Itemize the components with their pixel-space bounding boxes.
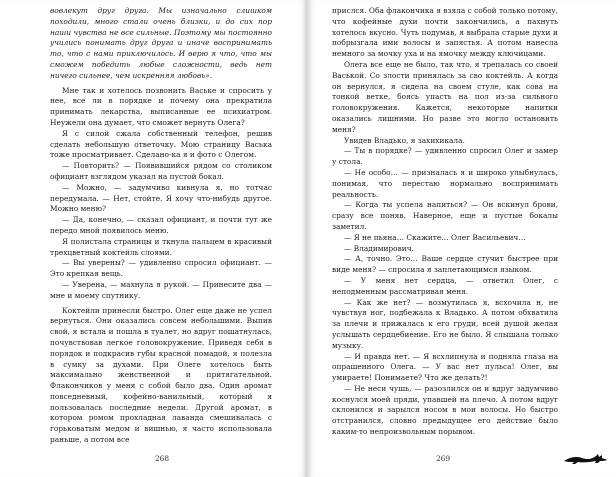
paragraph: — Можно, — задумчиво кивнула я, но тотчас передумала. — Нет, стойте. Я хочу что-нибудь другое. Можно меню? [50, 182, 272, 214]
right-page-text [332, 6, 558, 438]
paragraph: — Как же нет? — возмутилась я, всхочила н, не чувствуя ног, подбежала к Владько. А потом обхватила за плечи и прижалась к его груди, всей душой желая услышать сердцебиение. Его не было. Я слышала только музыку. [332, 297, 558, 350]
paragraph: Олега все еще не было, так что, я трепалась со своей Васькой. Со злости принялась за сво коктейль. А когда он вернулся, я сидела на своем стуле, как сова на тонкой ветке, боясь упасть на пол из-за сильного головокружения. Кажется, некоторые напитки оказались лишними. Но разве это могло остановить меня? [332, 59, 558, 134]
paragraph: Увидев Владько, я захихикала. [344, 135, 465, 145]
paragraph: — Уверена, — махнула я рукой. — Принесите два — мне и моему спутнику. [50, 279, 272, 300]
paragraph: — Не особо… — призналась я и широко улыбнулась, понимая, что перестаю нормально воспринимать реальность. [332, 167, 558, 199]
left-page-number: 268 [154, 454, 170, 463]
left-page [0, 0, 306, 477]
paragraph: — Я не пьяна… Скажите… Олег Васильевич… [344, 232, 526, 242]
black-cat-icon [562, 451, 608, 465]
left-page-text [50, 6, 272, 446]
paragraph: — И правда нет. — Я всхлипнула и подняла глаза на опрашенного Олега. — У вас нет пульса! Олег, вы умираете! Понимаете? Что же делать?! [332, 351, 558, 383]
paragraph: Коктейли принесли быстро. Олег еще даже не успел вернуться. Они оказались совсем небольшими. Выпив свой, я встала и пошла в туалет, но вдруг пошатнулась, почувствовав легкое головокружение. Приведя себя в порядок и подкрасив губы красной помадой, я полезла в сумку за духами. При Олеге хотелось быть максимально женственной и притягательной. Флакончиков у меня с собой было два. Один аромат повседневный, кофейно-ванильный, который я пользовалась последние недели. Другой аромат, в котором ромом прохладная лаванда смешивалась с горьковатым медом и вишнью, я часто использовала раньше, а потом все [50, 305, 272, 445]
paragraph: Я полистала страницы и ткнула пальцем в красивый трехцветный коктейль слоями. [50, 236, 272, 257]
paragraph: Я с силой сжала собственный телефон, решив сделать небольшую ответочку. Мою страницу Васька тоже просматривает. Сделано-ка я и фото с Олегом. [50, 128, 272, 160]
paragraph: — Когда ты успела напиться? — Он вскинул брови, сразу все поняв. Наверное, еще и пустые бокалы заметил. [332, 200, 558, 231]
right-page-number: 269 [435, 454, 451, 463]
paragraph: — Не неси чушь, — разозлился он и вдруг задумчиво коснулся моей пряди, упавшей на плечо. А потом вдруг склонился и зарылся носом в мои волосы. Но быстро отстранился, словно предыдущее его действие было каким-то непроизвольным порывом. [332, 383, 558, 437]
paragraph: прислся. Оба флакончика я взяла с собой только потому, что кофейные духи почти закончились, а пахнуть хотелось вкусно. Чуть подумав, я выбрала старые духи и побрызгала ими волосы и запястья. А потом нанесла немного за мочку уха и на ямочку между ключицами. [332, 6, 558, 59]
right-page [308, 0, 616, 477]
paragraph: — Вы уверены? — удивленно спросил официант. — Это крепкая вещь. [50, 258, 272, 279]
paragraph: — Повторить? — Появившийся рядом со столиком официант взглядом указал на пустой бокал. [50, 161, 272, 181]
paragraph: — Ты в порядке? — удивленно спросил Олег и замер у стола. [332, 146, 558, 167]
paragraph: вовлекут друг друга. Мы изначально слишком походили, много стали очень близки, и до сих пор наши чувства не все сильные. Поэтому мы постоянно учились понимать друг друга и иначе воспринимать то, что с нами приключилось. И верю я что, что мы сможем победить любые сложности, ведь нет ничего сильнее, чем искренняя любовь». [50, 6, 272, 80]
paragraph: — А, точно. Это… Ваше сердце стучит быстрее при виде меня? — спросила я заплетающимся языком. [332, 254, 558, 275]
paragraph: — Да, конечно, — сказал официант, и почти тут же передо мной появилось меню. [50, 215, 272, 235]
paragraph: Мне так и хотелось позвонить Ваське и спросить у нее, все ли в порядке и почему она прекратила принимать лекарства, выписанные ее психиатром. Неужели она думает, что сможет вернуть Олега? [50, 85, 272, 127]
paragraph: — Владимирович. [344, 243, 414, 253]
paragraph: — У меня нет сердца, — ответил Олег, с неподменным рассматривая меня. [332, 275, 558, 296]
